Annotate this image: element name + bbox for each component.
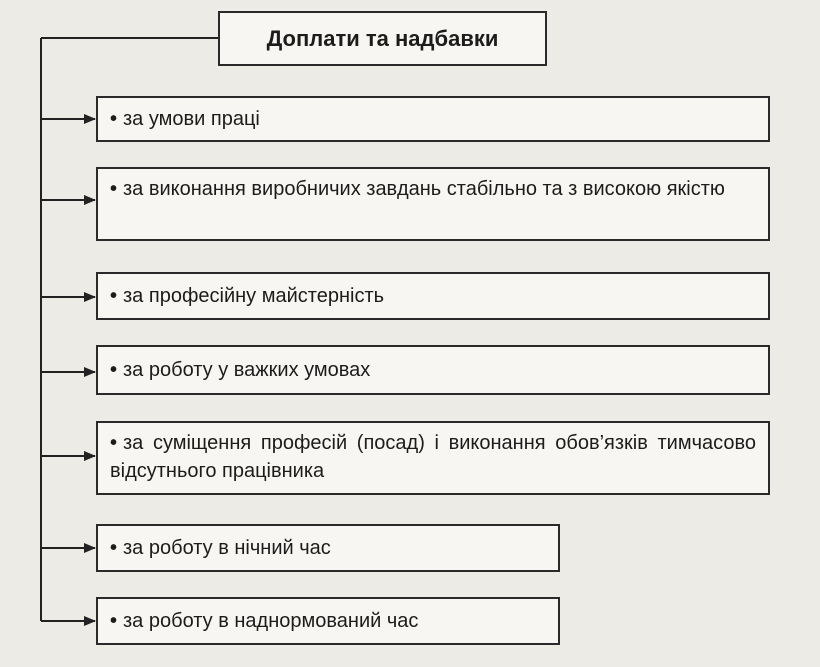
bullet-icon: •: [110, 610, 118, 632]
item-label-text: за виконання виробничих завдань стабільно та з високою якістю: [123, 178, 725, 200]
bullet-icon: •: [110, 359, 118, 381]
item-box-working-conditions: [96, 96, 770, 142]
bullet-icon: •: [110, 108, 118, 130]
item-label: за роботу у важких умовах: [123, 359, 371, 381]
item-box-professional-skill: [96, 272, 770, 320]
item-box-hard-conditions: [96, 345, 770, 395]
item-label: [110, 175, 756, 203]
item-box-production-tasks: [96, 167, 770, 241]
item-label: за умови праці: [123, 108, 260, 130]
bullet-icon: •: [110, 432, 118, 454]
item-label: за професійну майстерність: [123, 285, 385, 307]
item-label: [110, 429, 756, 485]
bullet-icon: •: [110, 178, 118, 200]
item-box-night-work: [96, 524, 560, 572]
item-box-overtime-work: [96, 597, 560, 645]
item-box-combining-professions: [96, 421, 770, 495]
item-label: за роботу в наднормований час: [123, 610, 419, 632]
bullet-icon: •: [110, 285, 118, 307]
item-label: за роботу в нічний час: [123, 537, 331, 559]
diagram-title: Доплати та надбавки: [218, 11, 547, 66]
bullet-icon: •: [110, 537, 118, 559]
item-label-text: за суміщення професій (посад) і виконання обов’язків тимчасово відсутнього працівника: [110, 432, 756, 482]
